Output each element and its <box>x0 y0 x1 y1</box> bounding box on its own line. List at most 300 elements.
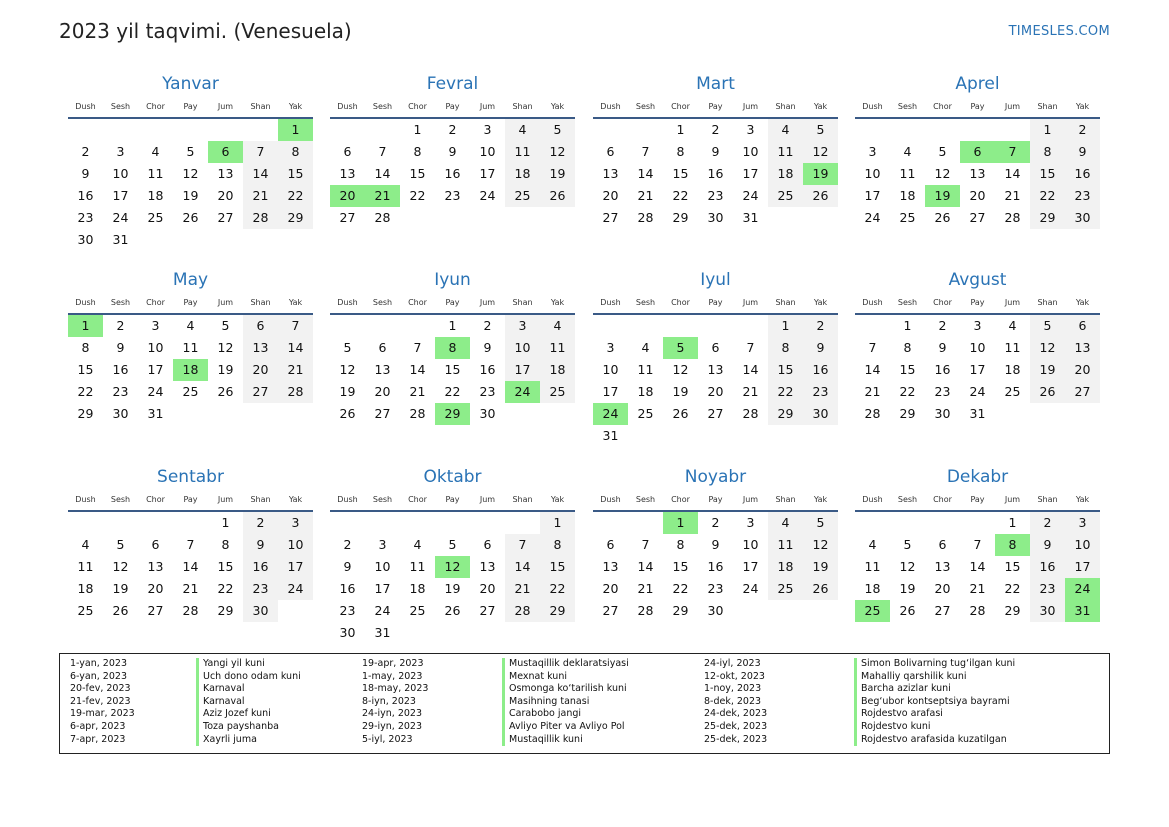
day-cell[interactable]: 14 <box>409 362 426 377</box>
day-cell[interactable]: 16 <box>479 362 496 377</box>
day-cell[interactable]: 19 <box>925 185 960 207</box>
day-cell[interactable]: 2 <box>448 122 457 137</box>
day-cell[interactable]: 1 <box>1008 515 1017 530</box>
day-cell[interactable]: 16 <box>339 581 356 596</box>
day-cell[interactable]: 3 <box>378 537 387 552</box>
day-cell[interactable]: 6 <box>938 537 947 552</box>
day-cell[interactable]: 13 <box>374 362 391 377</box>
day-cell[interactable]: 15 <box>1004 559 1021 574</box>
day-cell[interactable]: 9 <box>711 537 720 552</box>
day-cell[interactable]: 10 <box>147 340 164 355</box>
day-cell[interactable]: 10 <box>864 166 881 181</box>
day-cell[interactable]: 10 <box>278 534 313 556</box>
day-cell[interactable]: 18 <box>540 359 575 381</box>
day-cell[interactable]: 6 <box>378 340 387 355</box>
day-cell[interactable]: 20 <box>602 581 619 596</box>
day-cell[interactable]: 7 <box>973 537 982 552</box>
day-cell[interactable]: 6 <box>483 537 492 552</box>
day-cell[interactable]: 19 <box>803 556 838 578</box>
day-cell[interactable]: 27 <box>147 603 164 618</box>
day-cell[interactable]: 16 <box>1065 163 1100 185</box>
day-cell[interactable]: 22 <box>444 384 461 399</box>
day-cell[interactable]: 16 <box>77 188 94 203</box>
day-cell[interactable]: 9 <box>1065 141 1100 163</box>
day-cell[interactable]: 4 <box>868 537 877 552</box>
day-cell[interactable]: 30 <box>77 232 94 247</box>
day-cell[interactable]: 31 <box>742 210 759 225</box>
day-cell[interactable]: 16 <box>934 362 951 377</box>
day-cell[interactable]: 7 <box>746 340 755 355</box>
day-cell[interactable]: 18 <box>409 581 426 596</box>
day-cell[interactable]: 21 <box>742 384 759 399</box>
day-cell[interactable]: 21 <box>864 384 881 399</box>
day-cell[interactable]: 18 <box>768 163 803 185</box>
day-cell[interactable]: 1 <box>68 315 103 337</box>
day-cell[interactable]: 11 <box>147 166 164 181</box>
day-cell[interactable]: 2 <box>81 144 90 159</box>
day-cell[interactable]: 4 <box>768 512 803 534</box>
day-cell[interactable]: 20 <box>330 185 365 207</box>
day-cell[interactable]: 4 <box>505 119 540 141</box>
day-cell[interactable]: 26 <box>182 210 199 225</box>
day-cell[interactable]: 2 <box>343 537 352 552</box>
day-cell[interactable]: 18 <box>637 384 654 399</box>
day-cell[interactable]: 13 <box>217 166 234 181</box>
day-cell[interactable]: 27 <box>934 603 951 618</box>
day-cell[interactable]: 7 <box>505 534 540 556</box>
day-cell[interactable]: 5 <box>803 512 838 534</box>
day-cell[interactable]: 25 <box>182 384 199 399</box>
day-cell[interactable]: 24 <box>278 578 313 600</box>
day-cell[interactable]: 23 <box>112 384 129 399</box>
day-cell[interactable]: 5 <box>186 144 195 159</box>
day-cell[interactable]: 23 <box>479 384 496 399</box>
day-cell[interactable]: 25 <box>540 381 575 403</box>
day-cell[interactable]: 14 <box>637 559 654 574</box>
day-cell[interactable]: 20 <box>147 581 164 596</box>
day-cell[interactable]: 16 <box>1030 556 1065 578</box>
day-cell[interactable]: 6 <box>960 141 995 163</box>
day-cell[interactable]: 13 <box>147 559 164 574</box>
day-cell[interactable]: 28 <box>637 603 654 618</box>
day-cell[interactable]: 11 <box>182 340 199 355</box>
day-cell[interactable]: 14 <box>969 559 986 574</box>
day-cell[interactable]: 12 <box>672 362 689 377</box>
day-cell[interactable]: 17 <box>505 359 540 381</box>
day-cell[interactable]: 21 <box>969 581 986 596</box>
day-cell[interactable]: 4 <box>1008 318 1017 333</box>
day-cell[interactable]: 9 <box>81 166 90 181</box>
day-cell[interactable]: 1 <box>1030 119 1065 141</box>
day-cell[interactable]: 12 <box>803 141 838 163</box>
day-cell[interactable]: 7 <box>413 340 422 355</box>
day-cell[interactable]: 30 <box>707 603 724 618</box>
day-cell[interactable]: 9 <box>1030 534 1065 556</box>
day-cell[interactable]: 23 <box>707 581 724 596</box>
day-cell[interactable]: 19 <box>339 384 356 399</box>
day-cell[interactable]: 11 <box>768 141 803 163</box>
day-cell[interactable]: 26 <box>540 185 575 207</box>
day-cell[interactable]: 8 <box>278 141 313 163</box>
day-cell[interactable]: 20 <box>374 384 391 399</box>
day-cell[interactable]: 15 <box>217 559 234 574</box>
day-cell[interactable]: 19 <box>803 163 838 185</box>
day-cell[interactable]: 10 <box>742 144 759 159</box>
day-cell[interactable]: 3 <box>746 515 755 530</box>
day-cell[interactable]: 2 <box>711 122 720 137</box>
day-cell[interactable]: 31 <box>969 406 986 421</box>
day-cell[interactable]: 7 <box>868 340 877 355</box>
day-cell[interactable]: 26 <box>339 406 356 421</box>
day-cell[interactable]: 1 <box>663 512 698 534</box>
day-cell[interactable]: 4 <box>641 340 650 355</box>
day-cell[interactable]: 20 <box>934 581 951 596</box>
day-cell[interactable]: 11 <box>864 559 881 574</box>
day-cell[interactable]: 12 <box>112 559 129 574</box>
day-cell[interactable]: 16 <box>243 556 278 578</box>
day-cell[interactable]: 2 <box>243 512 278 534</box>
day-cell[interactable]: 23 <box>339 603 356 618</box>
day-cell[interactable]: 15 <box>1030 163 1065 185</box>
day-cell[interactable]: 17 <box>479 166 496 181</box>
day-cell[interactable]: 29 <box>540 600 575 622</box>
day-cell[interactable]: 7 <box>641 144 650 159</box>
day-cell[interactable]: 2 <box>1030 512 1065 534</box>
day-cell[interactable]: 2 <box>483 318 492 333</box>
day-cell[interactable]: 6 <box>243 315 278 337</box>
day-cell[interactable]: 18 <box>768 556 803 578</box>
day-cell[interactable]: 29 <box>278 207 313 229</box>
day-cell[interactable]: 16 <box>707 559 724 574</box>
day-cell[interactable]: 9 <box>116 340 125 355</box>
day-cell[interactable]: 13 <box>602 559 619 574</box>
day-cell[interactable]: 10 <box>374 559 391 574</box>
day-cell[interactable]: 22 <box>409 188 426 203</box>
day-cell[interactable]: 21 <box>505 578 540 600</box>
day-cell[interactable]: 13 <box>969 166 986 181</box>
day-cell[interactable]: 4 <box>540 315 575 337</box>
day-cell[interactable]: 19 <box>1030 359 1065 381</box>
day-cell[interactable]: 16 <box>112 362 129 377</box>
day-cell[interactable]: 10 <box>479 144 496 159</box>
day-cell[interactable]: 12 <box>217 340 234 355</box>
day-cell[interactable]: 12 <box>803 534 838 556</box>
day-cell[interactable]: 15 <box>409 166 426 181</box>
day-cell[interactable]: 25 <box>147 210 164 225</box>
day-cell[interactable]: 23 <box>1030 578 1065 600</box>
day-cell[interactable]: 21 <box>243 185 278 207</box>
day-cell[interactable]: 7 <box>641 537 650 552</box>
day-cell[interactable]: 23 <box>444 188 461 203</box>
day-cell[interactable]: 30 <box>479 406 496 421</box>
day-cell[interactable]: 12 <box>899 559 916 574</box>
day-cell[interactable]: 21 <box>637 581 654 596</box>
day-cell[interactable]: 10 <box>112 166 129 181</box>
day-cell[interactable]: 14 <box>278 337 313 359</box>
day-cell[interactable]: 23 <box>803 381 838 403</box>
day-cell[interactable]: 24 <box>593 403 628 425</box>
day-cell[interactable]: 11 <box>505 141 540 163</box>
day-cell[interactable]: 15 <box>672 559 689 574</box>
day-cell[interactable]: 24 <box>969 384 986 399</box>
day-cell[interactable]: 1 <box>448 318 457 333</box>
day-cell[interactable]: 24 <box>1065 578 1100 600</box>
day-cell[interactable]: 14 <box>864 362 881 377</box>
day-cell[interactable]: 31 <box>112 232 129 247</box>
day-cell[interactable]: 11 <box>637 362 654 377</box>
day-cell[interactable]: 17 <box>742 166 759 181</box>
day-cell[interactable]: 12 <box>1030 337 1065 359</box>
day-cell[interactable]: 28 <box>278 381 313 403</box>
day-cell[interactable]: 16 <box>707 166 724 181</box>
day-cell[interactable]: 17 <box>147 362 164 377</box>
day-cell[interactable]: 18 <box>77 581 94 596</box>
day-cell[interactable]: 6 <box>208 141 243 163</box>
day-cell[interactable]: 5 <box>803 119 838 141</box>
day-cell[interactable]: 18 <box>1004 362 1021 377</box>
day-cell[interactable]: 5 <box>221 318 230 333</box>
day-cell[interactable]: 17 <box>602 384 619 399</box>
day-cell[interactable]: 12 <box>182 166 199 181</box>
day-cell[interactable]: 22 <box>1030 185 1065 207</box>
day-cell[interactable]: 24 <box>112 210 129 225</box>
day-cell[interactable]: 25 <box>899 210 916 225</box>
day-cell[interactable]: 22 <box>217 581 234 596</box>
day-cell[interactable]: 13 <box>1065 337 1100 359</box>
day-cell[interactable]: 30 <box>1065 207 1100 229</box>
day-cell[interactable]: 16 <box>444 166 461 181</box>
day-cell[interactable]: 2 <box>711 515 720 530</box>
day-cell[interactable]: 8 <box>676 144 685 159</box>
day-cell[interactable]: 15 <box>768 359 803 381</box>
day-cell[interactable]: 4 <box>768 119 803 141</box>
day-cell[interactable]: 4 <box>903 144 912 159</box>
day-cell[interactable]: 23 <box>243 578 278 600</box>
day-cell[interactable]: 17 <box>1065 556 1100 578</box>
day-cell[interactable]: 10 <box>1065 534 1100 556</box>
day-cell[interactable]: 15 <box>278 163 313 185</box>
day-cell[interactable]: 1 <box>676 122 685 137</box>
day-cell[interactable]: 22 <box>278 185 313 207</box>
day-cell[interactable]: 3 <box>868 144 877 159</box>
day-cell[interactable]: 9 <box>711 144 720 159</box>
day-cell[interactable]: 4 <box>413 537 422 552</box>
day-cell[interactable]: 12 <box>540 141 575 163</box>
day-cell[interactable]: 13 <box>243 337 278 359</box>
day-cell[interactable]: 6 <box>343 144 352 159</box>
day-cell[interactable]: 30 <box>934 406 951 421</box>
day-cell[interactable]: 24 <box>479 188 496 203</box>
day-cell[interactable]: 11 <box>899 166 916 181</box>
day-cell[interactable]: 20 <box>707 384 724 399</box>
day-cell[interactable]: 20 <box>969 188 986 203</box>
day-cell[interactable]: 29 <box>77 406 94 421</box>
day-cell[interactable]: 27 <box>602 210 619 225</box>
day-cell[interactable]: 18 <box>864 581 881 596</box>
day-cell[interactable]: 6 <box>606 537 615 552</box>
day-cell[interactable]: 26 <box>803 185 838 207</box>
day-cell[interactable]: 14 <box>182 559 199 574</box>
day-cell[interactable]: 23 <box>77 210 94 225</box>
day-cell[interactable]: 23 <box>934 384 951 399</box>
day-cell[interactable]: 8 <box>435 337 470 359</box>
day-cell[interactable]: 7 <box>243 141 278 163</box>
day-cell[interactable]: 16 <box>803 359 838 381</box>
day-cell[interactable]: 20 <box>217 188 234 203</box>
day-cell[interactable]: 3 <box>483 122 492 137</box>
day-cell[interactable]: 29 <box>1030 207 1065 229</box>
day-cell[interactable]: 30 <box>1030 600 1065 622</box>
day-cell[interactable]: 14 <box>742 362 759 377</box>
day-cell[interactable]: 17 <box>864 188 881 203</box>
day-cell[interactable]: 31 <box>147 406 164 421</box>
day-cell[interactable]: 4 <box>81 537 90 552</box>
day-cell[interactable]: 9 <box>243 534 278 556</box>
day-cell[interactable]: 5 <box>343 340 352 355</box>
day-cell[interactable]: 8 <box>413 144 422 159</box>
day-cell[interactable]: 25 <box>637 406 654 421</box>
day-cell[interactable]: 6 <box>151 537 160 552</box>
day-cell[interactable]: 6 <box>606 144 615 159</box>
day-cell[interactable]: 5 <box>1030 315 1065 337</box>
day-cell[interactable]: 29 <box>435 403 470 425</box>
day-cell[interactable]: 25 <box>855 600 890 622</box>
day-cell[interactable]: 24 <box>374 603 391 618</box>
day-cell[interactable]: 8 <box>1030 141 1065 163</box>
day-cell[interactable]: 22 <box>899 384 916 399</box>
day-cell[interactable]: 5 <box>116 537 125 552</box>
day-cell[interactable]: 13 <box>339 166 356 181</box>
day-cell[interactable]: 2 <box>116 318 125 333</box>
day-cell[interactable]: 29 <box>672 603 689 618</box>
day-cell[interactable]: 22 <box>768 381 803 403</box>
day-cell[interactable]: 24 <box>742 581 759 596</box>
day-cell[interactable]: 21 <box>278 359 313 381</box>
day-cell[interactable]: 31 <box>374 625 391 640</box>
day-cell[interactable]: 17 <box>742 559 759 574</box>
day-cell[interactable]: 27 <box>1065 381 1100 403</box>
day-cell[interactable]: 18 <box>505 163 540 185</box>
day-cell[interactable]: 27 <box>969 210 986 225</box>
day-cell[interactable]: 1 <box>768 315 803 337</box>
day-cell[interactable]: 8 <box>540 534 575 556</box>
day-cell[interactable]: 18 <box>173 359 208 381</box>
day-cell[interactable]: 20 <box>243 359 278 381</box>
day-cell[interactable]: 20 <box>1065 359 1100 381</box>
day-cell[interactable]: 12 <box>339 362 356 377</box>
day-cell[interactable]: 18 <box>147 188 164 203</box>
day-cell[interactable]: 28 <box>182 603 199 618</box>
day-cell[interactable]: 8 <box>221 537 230 552</box>
day-cell[interactable]: 24 <box>505 381 540 403</box>
day-cell[interactable]: 21 <box>365 185 400 207</box>
day-cell[interactable]: 29 <box>217 603 234 618</box>
day-cell[interactable]: 31 <box>602 428 619 443</box>
day-cell[interactable]: 24 <box>147 384 164 399</box>
day-cell[interactable]: 1 <box>278 119 313 141</box>
day-cell[interactable]: 28 <box>1004 210 1021 225</box>
day-cell[interactable]: 3 <box>746 122 755 137</box>
day-cell[interactable]: 25 <box>409 603 426 618</box>
day-cell[interactable]: 28 <box>409 406 426 421</box>
day-cell[interactable]: 5 <box>663 337 698 359</box>
day-cell[interactable]: 22 <box>672 581 689 596</box>
day-cell[interactable]: 28 <box>864 406 881 421</box>
day-cell[interactable]: 11 <box>409 559 426 574</box>
day-cell[interactable]: 11 <box>1004 340 1021 355</box>
day-cell[interactable]: 2 <box>803 315 838 337</box>
day-cell[interactable]: 21 <box>1004 188 1021 203</box>
day-cell[interactable]: 17 <box>112 188 129 203</box>
day-cell[interactable]: 28 <box>374 210 391 225</box>
day-cell[interactable]: 29 <box>768 403 803 425</box>
day-cell[interactable]: 13 <box>707 362 724 377</box>
day-cell[interactable]: 11 <box>540 337 575 359</box>
day-cell[interactable]: 5 <box>903 537 912 552</box>
day-cell[interactable]: 26 <box>934 210 951 225</box>
day-cell[interactable]: 22 <box>672 188 689 203</box>
day-cell[interactable]: 19 <box>540 163 575 185</box>
day-cell[interactable]: 9 <box>938 340 947 355</box>
day-cell[interactable]: 8 <box>995 534 1030 556</box>
day-cell[interactable]: 2 <box>938 318 947 333</box>
day-cell[interactable]: 21 <box>182 581 199 596</box>
day-cell[interactable]: 26 <box>112 603 129 618</box>
day-cell[interactable]: 11 <box>768 534 803 556</box>
day-cell[interactable]: 19 <box>217 362 234 377</box>
day-cell[interactable]: 26 <box>803 578 838 600</box>
day-cell[interactable]: 19 <box>444 581 461 596</box>
day-cell[interactable]: 15 <box>444 362 461 377</box>
day-cell[interactable]: 6 <box>711 340 720 355</box>
day-cell[interactable]: 4 <box>186 318 195 333</box>
day-cell[interactable]: 3 <box>1065 512 1100 534</box>
day-cell[interactable]: 22 <box>1004 581 1021 596</box>
day-cell[interactable]: 29 <box>899 406 916 421</box>
day-cell[interactable]: 12 <box>934 166 951 181</box>
brand-link[interactable]: TIMESLES.COM <box>1008 24 1110 39</box>
day-cell[interactable]: 25 <box>768 185 803 207</box>
day-cell[interactable]: 25 <box>77 603 94 618</box>
day-cell[interactable]: 17 <box>969 362 986 377</box>
day-cell[interactable]: 9 <box>448 144 457 159</box>
day-cell[interactable]: 3 <box>973 318 982 333</box>
day-cell[interactable]: 28 <box>243 207 278 229</box>
day-cell[interactable]: 13 <box>479 559 496 574</box>
day-cell[interactable]: 27 <box>707 406 724 421</box>
day-cell[interactable]: 14 <box>505 556 540 578</box>
day-cell[interactable]: 1 <box>413 122 422 137</box>
day-cell[interactable]: 25 <box>768 578 803 600</box>
day-cell[interactable]: 30 <box>803 403 838 425</box>
day-cell[interactable]: 19 <box>182 188 199 203</box>
day-cell[interactable]: 21 <box>637 188 654 203</box>
day-cell[interactable]: 28 <box>505 600 540 622</box>
day-cell[interactable]: 29 <box>1004 603 1021 618</box>
day-cell[interactable]: 28 <box>742 406 759 421</box>
day-cell[interactable]: 13 <box>934 559 951 574</box>
day-cell[interactable]: 26 <box>899 603 916 618</box>
day-cell[interactable]: 23 <box>1065 185 1100 207</box>
day-cell[interactable]: 24 <box>742 188 759 203</box>
day-cell[interactable]: 19 <box>112 581 129 596</box>
day-cell[interactable]: 8 <box>676 537 685 552</box>
day-cell[interactable]: 26 <box>217 384 234 399</box>
day-cell[interactable]: 19 <box>672 384 689 399</box>
day-cell[interactable]: 7 <box>378 144 387 159</box>
day-cell[interactable]: 18 <box>899 188 916 203</box>
day-cell[interactable]: 14 <box>243 163 278 185</box>
